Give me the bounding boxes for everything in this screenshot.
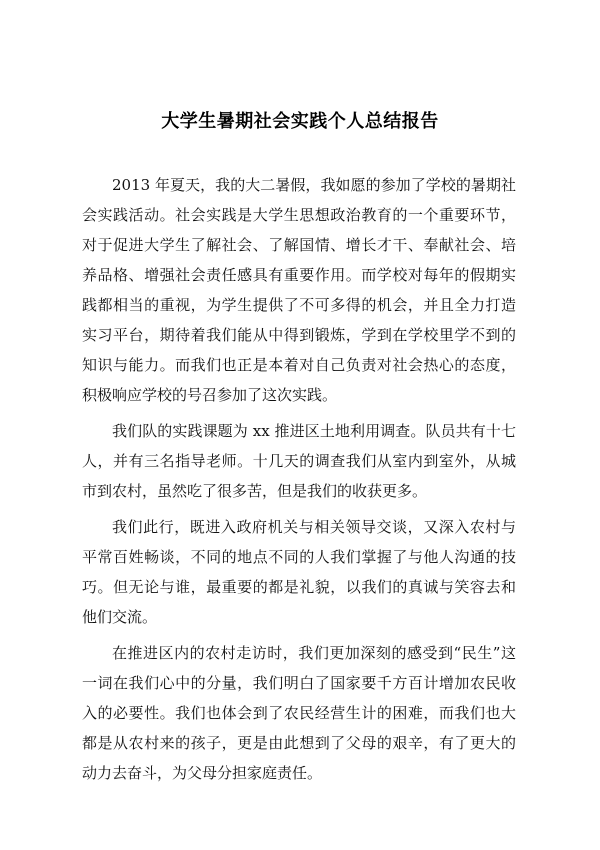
paragraph-4: 在推进区内的农村走访时，我们更加深刻的感受到“民生”这一词在我们心中的分量，我们明白了国家要千方百计增加农民收入的必要性。我们也体会到了农民经营生计的困难，而我们也大都是从农村来的孩子，更是由此想到了父母的艰辛，有了更大的动力去奋斗，为父母分担家庭责任。 (82, 644, 516, 782)
document-title: 大学生暑期社会实践个人总结报告 (161, 111, 439, 132)
paragraph-1: 2013 年夏天，我的大二暑假，我如愿的参加了学校的暑期社会实践活动。社会实践是大学生思想政治教育的一个重要环节，对于促进大学生了解社会、了解国情、增长才干、奉献社会、培养品格、增强社会责任感具有重要作用。而学校对每年的假期实践都相当的重视，为学生提供了不可多得的机会，并且全力打造实习平台，期待着我们能从中得到锻炼，学到在学校里学不到的知识与能力。而我们也正是本着对自己负责对社会热心的态度，积极响应学校的号召参加了这次实践。 (82, 176, 516, 404)
paragraph-2: 我们队的实践课题为 xx 推进区土地利用调查。队员共有十七人，并有三名指导老师。十几天的调查我们从室内到室外，从城市到农村，虽然吃了很多苦，但是我们的收获更多。 (82, 422, 516, 500)
paragraph-3: 我们此行，既进入政府机关与相关领导交谈，又深入农村与平常百姓畅谈，不同的地点不同的人我们掌握了与他人沟通的技巧。但无论与谁，最重要的都是礼貌，以我们的真诚与笑容去和他们交流。 (82, 518, 516, 626)
document-body (82, 170, 516, 788)
